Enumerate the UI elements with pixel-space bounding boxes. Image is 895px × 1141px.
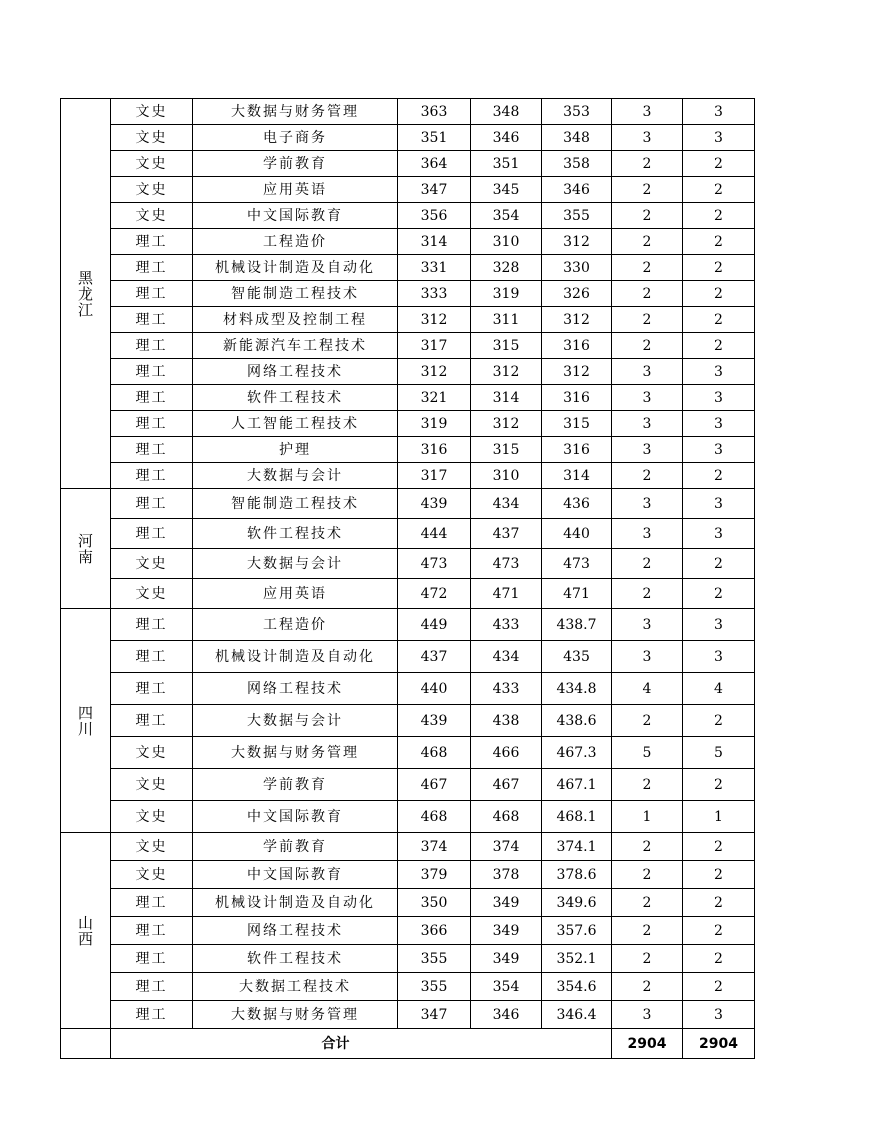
plan-count-cell: 2 (612, 833, 683, 861)
admitted-count-cell: 3 (683, 609, 755, 641)
table-row (61, 579, 755, 609)
min-score-cell: 467 (471, 769, 542, 801)
admitted-count-cell: 3 (683, 385, 755, 411)
admitted-count-cell: 3 (683, 641, 755, 673)
total-label: 合计 (193, 1029, 612, 1059)
avg-score-cell: 312 (542, 229, 612, 255)
min-score-cell: 349 (471, 889, 542, 917)
major-cell: 护理 (193, 437, 398, 463)
major-cell: 大数据工程技术 (193, 973, 398, 1001)
plan-count-cell: 2 (612, 177, 683, 203)
category-cell: 理工 (111, 1001, 193, 1029)
min-score-cell: 315 (471, 333, 542, 359)
major-cell: 电子商务 (193, 125, 398, 151)
avg-score-cell: 438.6 (542, 705, 612, 737)
max-score-cell: 467 (398, 769, 471, 801)
avg-score-cell: 358 (542, 151, 612, 177)
avg-score-cell: 436 (542, 489, 612, 519)
category-cell: 文史 (111, 203, 193, 229)
province-label: 河南 (78, 531, 94, 566)
table-row (61, 307, 755, 333)
admitted-count-cell: 3 (683, 411, 755, 437)
plan-count-cell: 2 (612, 917, 683, 945)
max-score-cell: 440 (398, 673, 471, 705)
major-cell: 材料成型及控制工程 (193, 307, 398, 333)
max-score-cell: 437 (398, 641, 471, 673)
min-score-cell: 346 (471, 125, 542, 151)
avg-score-cell: 440 (542, 519, 612, 549)
admitted-count-cell: 3 (683, 519, 755, 549)
admitted-count-cell: 2 (683, 917, 755, 945)
major-cell: 软件工程技术 (193, 519, 398, 549)
avg-score-cell: 473 (542, 549, 612, 579)
avg-score-cell: 348 (542, 125, 612, 151)
major-cell: 新能源汽车工程技术 (193, 333, 398, 359)
major-cell: 工程造价 (193, 609, 398, 641)
table-row (61, 229, 755, 255)
province-label: 山西 (78, 913, 94, 948)
category-cell: 理工 (111, 641, 193, 673)
category-cell: 理工 (111, 917, 193, 945)
max-score-cell: 379 (398, 861, 471, 889)
table-row (61, 705, 755, 737)
max-score-cell: 321 (398, 385, 471, 411)
avg-score-cell: 355 (542, 203, 612, 229)
plan-count-cell: 3 (612, 411, 683, 437)
plan-count-cell: 3 (612, 489, 683, 519)
category-cell: 文史 (111, 833, 193, 861)
total-plan-count: 2904 (612, 1029, 683, 1059)
category-cell: 理工 (111, 333, 193, 359)
avg-score-cell: 314 (542, 463, 612, 489)
table-row (61, 641, 755, 673)
plan-count-cell: 2 (612, 889, 683, 917)
total-blank-cell (111, 1029, 193, 1059)
min-score-cell: 319 (471, 281, 542, 307)
total-admitted-count: 2904 (683, 1029, 755, 1059)
plan-count-cell: 1 (612, 801, 683, 833)
min-score-cell: 348 (471, 99, 542, 125)
avg-score-cell: 312 (542, 307, 612, 333)
min-score-cell: 349 (471, 945, 542, 973)
plan-count-cell: 3 (612, 437, 683, 463)
avg-score-cell: 435 (542, 641, 612, 673)
table-row (61, 519, 755, 549)
category-cell: 文史 (111, 549, 193, 579)
admitted-count-cell: 2 (683, 945, 755, 973)
plan-count-cell: 3 (612, 125, 683, 151)
plan-count-cell: 3 (612, 519, 683, 549)
min-score-cell: 349 (471, 917, 542, 945)
admitted-count-cell: 3 (683, 437, 755, 463)
table-row (61, 549, 755, 579)
table-row (61, 889, 755, 917)
province-cell (61, 99, 111, 489)
avg-score-cell: 349.6 (542, 889, 612, 917)
avg-score-cell: 346.4 (542, 1001, 612, 1029)
category-cell: 理工 (111, 889, 193, 917)
admitted-count-cell: 2 (683, 463, 755, 489)
max-score-cell: 316 (398, 437, 471, 463)
min-score-cell: 473 (471, 549, 542, 579)
major-cell: 大数据与会计 (193, 549, 398, 579)
category-cell: 理工 (111, 945, 193, 973)
admitted-count-cell: 5 (683, 737, 755, 769)
table-row (61, 411, 755, 437)
max-score-cell: 363 (398, 99, 471, 125)
major-cell: 大数据与财务管理 (193, 1001, 398, 1029)
category-cell: 理工 (111, 255, 193, 281)
max-score-cell: 468 (398, 737, 471, 769)
table-row (61, 945, 755, 973)
plan-count-cell: 4 (612, 673, 683, 705)
table-row (61, 177, 755, 203)
avg-score-cell: 316 (542, 385, 612, 411)
min-score-cell: 374 (471, 833, 542, 861)
table-row (61, 255, 755, 281)
max-score-cell: 444 (398, 519, 471, 549)
avg-score-cell: 353 (542, 99, 612, 125)
max-score-cell: 473 (398, 549, 471, 579)
admitted-count-cell: 2 (683, 889, 755, 917)
max-score-cell: 350 (398, 889, 471, 917)
category-cell: 理工 (111, 519, 193, 549)
table-row (61, 385, 755, 411)
avg-score-cell: 316 (542, 333, 612, 359)
plan-count-cell: 3 (612, 641, 683, 673)
min-score-cell: 345 (471, 177, 542, 203)
avg-score-cell: 312 (542, 359, 612, 385)
table-row (61, 801, 755, 833)
min-score-cell: 310 (471, 463, 542, 489)
plan-count-cell: 2 (612, 945, 683, 973)
admitted-count-cell: 2 (683, 203, 755, 229)
avg-score-cell: 315 (542, 411, 612, 437)
admitted-count-cell: 2 (683, 769, 755, 801)
min-score-cell: 434 (471, 641, 542, 673)
plan-count-cell: 2 (612, 549, 683, 579)
major-cell: 机械设计制造及自动化 (193, 255, 398, 281)
avg-score-cell: 357.6 (542, 917, 612, 945)
major-cell: 网络工程技术 (193, 359, 398, 385)
plan-count-cell: 3 (612, 359, 683, 385)
plan-count-cell: 5 (612, 737, 683, 769)
plan-count-cell: 2 (612, 151, 683, 177)
min-score-cell: 315 (471, 437, 542, 463)
admitted-count-cell: 3 (683, 359, 755, 385)
max-score-cell: 312 (398, 307, 471, 333)
avg-score-cell: 326 (542, 281, 612, 307)
min-score-cell: 471 (471, 579, 542, 609)
max-score-cell: 449 (398, 609, 471, 641)
category-cell: 理工 (111, 489, 193, 519)
min-score-cell: 312 (471, 411, 542, 437)
category-cell: 理工 (111, 229, 193, 255)
max-score-cell: 319 (398, 411, 471, 437)
avg-score-cell: 471 (542, 579, 612, 609)
province-cell (61, 833, 111, 1029)
plan-count-cell: 3 (612, 385, 683, 411)
avg-score-cell: 354.6 (542, 973, 612, 1001)
avg-score-cell: 438.7 (542, 609, 612, 641)
table-row (61, 609, 755, 641)
max-score-cell: 355 (398, 945, 471, 973)
major-cell: 学前教育 (193, 833, 398, 861)
major-cell: 机械设计制造及自动化 (193, 641, 398, 673)
province-cell (61, 609, 111, 833)
admitted-count-cell: 2 (683, 705, 755, 737)
table-row (61, 463, 755, 489)
plan-count-cell: 2 (612, 705, 683, 737)
category-cell: 理工 (111, 281, 193, 307)
major-cell: 网络工程技术 (193, 673, 398, 705)
max-score-cell: 439 (398, 705, 471, 737)
table-row (61, 203, 755, 229)
max-score-cell: 439 (398, 489, 471, 519)
major-cell: 软件工程技术 (193, 945, 398, 973)
max-score-cell: 347 (398, 1001, 471, 1029)
plan-count-cell: 3 (612, 1001, 683, 1029)
plan-count-cell: 2 (612, 333, 683, 359)
plan-count-cell: 2 (612, 307, 683, 333)
min-score-cell: 310 (471, 229, 542, 255)
max-score-cell: 317 (398, 333, 471, 359)
category-cell: 理工 (111, 437, 193, 463)
min-score-cell: 346 (471, 1001, 542, 1029)
min-score-cell: 378 (471, 861, 542, 889)
table-row (61, 833, 755, 861)
province-cell (61, 489, 111, 609)
max-score-cell: 347 (398, 177, 471, 203)
min-score-cell: 434 (471, 489, 542, 519)
major-cell: 智能制造工程技术 (193, 281, 398, 307)
major-cell: 智能制造工程技术 (193, 489, 398, 519)
avg-score-cell: 468.1 (542, 801, 612, 833)
min-score-cell: 354 (471, 203, 542, 229)
table-row (61, 125, 755, 151)
major-cell: 软件工程技术 (193, 385, 398, 411)
major-cell: 学前教育 (193, 151, 398, 177)
table-row (61, 673, 755, 705)
category-cell: 文史 (111, 579, 193, 609)
category-cell: 理工 (111, 307, 193, 333)
min-score-cell: 311 (471, 307, 542, 333)
category-cell: 文史 (111, 769, 193, 801)
category-cell: 文史 (111, 125, 193, 151)
category-cell: 理工 (111, 463, 193, 489)
major-cell: 学前教育 (193, 769, 398, 801)
plan-count-cell: 2 (612, 229, 683, 255)
total-row (61, 1029, 755, 1059)
min-score-cell: 354 (471, 973, 542, 1001)
major-cell: 大数据与会计 (193, 705, 398, 737)
admitted-count-cell: 2 (683, 333, 755, 359)
plan-count-cell: 2 (612, 281, 683, 307)
major-cell: 中文国际教育 (193, 203, 398, 229)
admitted-count-cell: 1 (683, 801, 755, 833)
table-row (61, 1001, 755, 1029)
province-label: 黑龙江 (78, 268, 94, 319)
table-row (61, 333, 755, 359)
category-cell: 文史 (111, 801, 193, 833)
max-score-cell: 312 (398, 359, 471, 385)
max-score-cell: 472 (398, 579, 471, 609)
avg-score-cell: 330 (542, 255, 612, 281)
plan-count-cell: 2 (612, 255, 683, 281)
max-score-cell: 366 (398, 917, 471, 945)
min-score-cell: 314 (471, 385, 542, 411)
avg-score-cell: 374.1 (542, 833, 612, 861)
max-score-cell: 355 (398, 973, 471, 1001)
min-score-cell: 438 (471, 705, 542, 737)
major-cell: 大数据与财务管理 (193, 737, 398, 769)
plan-count-cell: 2 (612, 203, 683, 229)
min-score-cell: 437 (471, 519, 542, 549)
table-row (61, 151, 755, 177)
admitted-count-cell: 3 (683, 489, 755, 519)
major-cell: 大数据与会计 (193, 463, 398, 489)
major-cell: 应用英语 (193, 177, 398, 203)
avg-score-cell: 467.3 (542, 737, 612, 769)
admitted-count-cell: 2 (683, 973, 755, 1001)
plan-count-cell: 2 (612, 861, 683, 889)
plan-count-cell: 2 (612, 463, 683, 489)
category-cell: 理工 (111, 673, 193, 705)
admitted-count-cell: 4 (683, 673, 755, 705)
admitted-count-cell: 2 (683, 177, 755, 203)
category-cell: 文史 (111, 177, 193, 203)
table-row (61, 861, 755, 889)
table-row (61, 281, 755, 307)
avg-score-cell: 378.6 (542, 861, 612, 889)
category-cell: 文史 (111, 861, 193, 889)
table-row (61, 99, 755, 125)
min-score-cell: 466 (471, 737, 542, 769)
admission-scores-table (60, 98, 755, 1059)
plan-count-cell: 2 (612, 769, 683, 801)
major-cell: 应用英语 (193, 579, 398, 609)
category-cell: 理工 (111, 705, 193, 737)
admitted-count-cell: 2 (683, 281, 755, 307)
min-score-cell: 433 (471, 609, 542, 641)
category-cell: 理工 (111, 973, 193, 1001)
major-cell: 网络工程技术 (193, 917, 398, 945)
table-row (61, 917, 755, 945)
major-cell: 中文国际教育 (193, 801, 398, 833)
plan-count-cell: 3 (612, 99, 683, 125)
admitted-count-cell: 2 (683, 833, 755, 861)
category-cell: 文史 (111, 99, 193, 125)
table-row (61, 737, 755, 769)
table-row (61, 359, 755, 385)
avg-score-cell: 434.8 (542, 673, 612, 705)
max-score-cell: 317 (398, 463, 471, 489)
max-score-cell: 468 (398, 801, 471, 833)
category-cell: 理工 (111, 359, 193, 385)
admitted-count-cell: 2 (683, 151, 755, 177)
max-score-cell: 356 (398, 203, 471, 229)
category-cell: 文史 (111, 151, 193, 177)
min-score-cell: 328 (471, 255, 542, 281)
plan-count-cell: 2 (612, 579, 683, 609)
province-label: 四川 (78, 703, 94, 738)
max-score-cell: 314 (398, 229, 471, 255)
admitted-count-cell: 2 (683, 549, 755, 579)
table-row (61, 973, 755, 1001)
admitted-count-cell: 3 (683, 125, 755, 151)
avg-score-cell: 352.1 (542, 945, 612, 973)
major-cell: 中文国际教育 (193, 861, 398, 889)
max-score-cell: 364 (398, 151, 471, 177)
category-cell: 理工 (111, 385, 193, 411)
table-row (61, 489, 755, 519)
avg-score-cell: 467.1 (542, 769, 612, 801)
avg-score-cell: 316 (542, 437, 612, 463)
admitted-count-cell: 3 (683, 99, 755, 125)
admitted-count-cell: 2 (683, 255, 755, 281)
major-cell: 机械设计制造及自动化 (193, 889, 398, 917)
min-score-cell: 468 (471, 801, 542, 833)
avg-score-cell: 346 (542, 177, 612, 203)
table-row (61, 769, 755, 801)
admitted-count-cell: 2 (683, 307, 755, 333)
min-score-cell: 351 (471, 151, 542, 177)
total-blank-cell (61, 1029, 111, 1059)
min-score-cell: 312 (471, 359, 542, 385)
category-cell: 理工 (111, 411, 193, 437)
plan-count-cell: 2 (612, 973, 683, 1001)
admitted-count-cell: 2 (683, 229, 755, 255)
admitted-count-cell: 2 (683, 579, 755, 609)
category-cell: 文史 (111, 737, 193, 769)
category-cell: 理工 (111, 609, 193, 641)
max-score-cell: 331 (398, 255, 471, 281)
admitted-count-cell: 3 (683, 1001, 755, 1029)
max-score-cell: 351 (398, 125, 471, 151)
min-score-cell: 433 (471, 673, 542, 705)
max-score-cell: 374 (398, 833, 471, 861)
major-cell: 大数据与财务管理 (193, 99, 398, 125)
table-row (61, 437, 755, 463)
admitted-count-cell: 2 (683, 861, 755, 889)
major-cell: 工程造价 (193, 229, 398, 255)
major-cell: 人工智能工程技术 (193, 411, 398, 437)
plan-count-cell: 3 (612, 609, 683, 641)
max-score-cell: 333 (398, 281, 471, 307)
